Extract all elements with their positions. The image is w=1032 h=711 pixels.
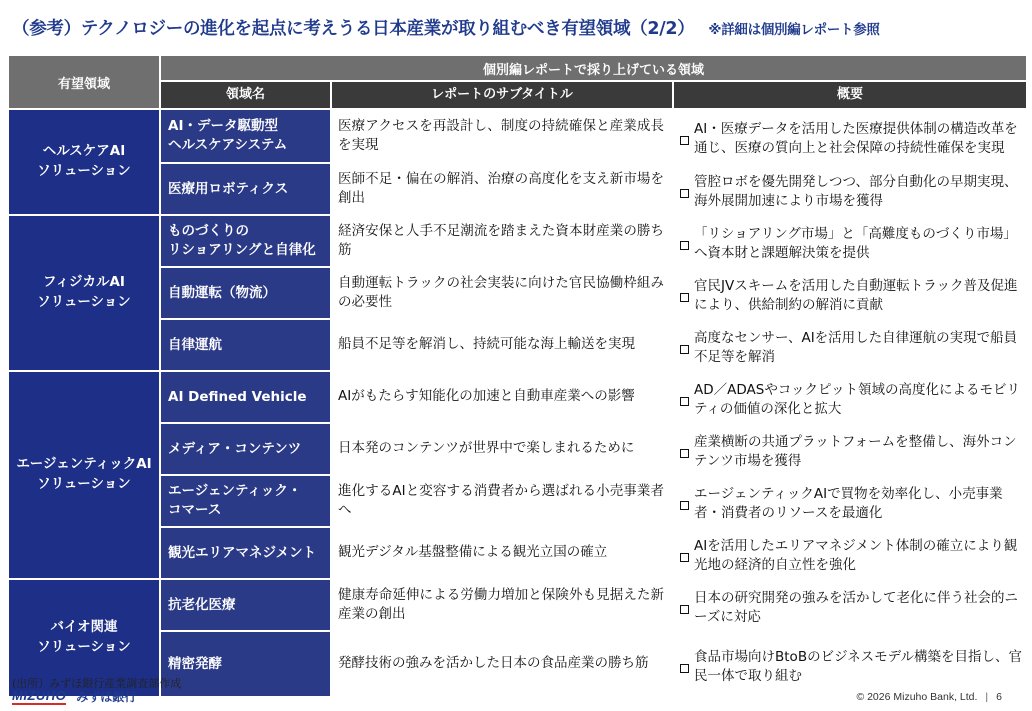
domain-cell: 自律運航 — [161, 320, 330, 370]
checkbox-square-icon — [680, 664, 689, 673]
domain-cell: 医療用ロボティクス — [161, 164, 330, 214]
subtitle-cell: 経済安保と人手不足潮流を踏まえた資本財産業の勝ち筋 — [332, 216, 672, 266]
header-subtitle: レポートのサブタイトル — [332, 82, 672, 108]
page-title-main: （参考）テクノロジーの進化を起点に考えうる日本産業が取り組むべき有望領域（2/2） — [12, 19, 695, 39]
checkbox-square-icon — [680, 449, 689, 458]
domain-cell: AI・データ駆動型 ヘルスケアシステム — [161, 110, 330, 162]
source-note: (出所）みずほ銀行産業調査部作成 — [12, 677, 182, 690]
subtitle-cell: AIがもたらす知能化の加速と自動車産業への影響 — [332, 372, 672, 422]
page-title — [12, 15, 1024, 40]
overview-cell: 官民JVスキームを活用した自動運転トラック普及促進により、供給制約の解消に貢献 — [674, 268, 1026, 318]
checkbox-square-icon — [680, 605, 689, 614]
header-domain: 領域名 — [161, 82, 330, 108]
overview-cell: AI・医療データを活用した医療提供体制の構造改革を通じ、医療の質向上と社会保障の持続性確保を実現 — [674, 110, 1026, 162]
overview-cell: AIを活用したエリアマネジメント体制の確立により観光地の経済的自立性を強化 — [674, 528, 1026, 578]
category-healthcare-ai: ヘルスケアAI ソリューション — [9, 110, 159, 214]
domain-cell: 自動運転（物流） — [161, 268, 330, 318]
overview-cell: エージェンティックAIで買物を効率化し、小売事業者・消費者のリソースを最適化 — [674, 476, 1026, 526]
domain-cell: 観光エリアマネジメント — [161, 528, 330, 578]
subtitle-cell: 船員不足等を解消し、持続可能な海上輸送を実現 — [332, 320, 672, 370]
header-overview: 概要 — [674, 82, 1026, 108]
copyright — [856, 691, 1002, 703]
checkbox-square-icon — [680, 501, 689, 510]
domain-cell: 抗老化医療 — [161, 580, 330, 630]
subtitle-cell: 日本発のコンテンツが世界中で楽しまれるために — [332, 424, 672, 474]
subtitle-cell: 発酵技術の強みを活かした日本の食品産業の勝ち筋 — [332, 632, 672, 696]
subtitle-cell: 自動運転トラックの社会実装に向けた官民協働枠組みの必要性 — [332, 268, 672, 318]
checkbox-square-icon — [680, 293, 689, 302]
separator: | — [985, 691, 989, 703]
subtitle-cell: 観光デジタル基盤整備による観光立国の確立 — [332, 528, 672, 578]
overview-cell: 産業横断の共通プラットフォームを整備し、海外コンテンツ市場を獲得 — [674, 424, 1026, 474]
domain-cell: メディア・コンテンツ — [161, 424, 330, 474]
category-bio: バイオ関連 ソリューション — [9, 580, 159, 696]
page-number: 6 — [996, 691, 1002, 703]
overview-cell: 高度なセンサー、AIを活用した自律運航の実現で船員不足等を解消 — [674, 320, 1026, 370]
checkbox-square-icon — [680, 397, 689, 406]
logo-jp: みずほ銀行 — [76, 690, 137, 704]
checkbox-square-icon — [680, 241, 689, 250]
overview-cell: 「リショアリング市場」と「高難度ものづくり市場」へ資本財と課題解決策を提供 — [674, 216, 1026, 266]
checkbox-square-icon — [680, 553, 689, 562]
domain-cell: ものづくりの リショアリングと自律化 — [161, 216, 330, 266]
header-group: 個別編レポートで採り上げている領域 — [161, 56, 1026, 80]
mizuho-logo — [12, 688, 136, 705]
category-physical-ai: フィジカルAI ソリューション — [9, 216, 159, 370]
category-agentic-ai: エージェンティックAI ソリューション — [9, 372, 159, 578]
overview-cell: 日本の研究開発の強みを活かして老化に伴う社会的ニーズに対応 — [674, 580, 1026, 630]
checkbox-square-icon — [680, 345, 689, 354]
checkbox-square-icon — [680, 189, 689, 198]
subtitle-cell: 健康寿命延伸による労働力増加と保険外も見据えた新産業の創出 — [332, 580, 672, 630]
domain-cell: 精密発酵 — [161, 632, 330, 696]
domain-cell: エージェンティック・ コマース — [161, 476, 330, 526]
subtitle-cell: 医師不足・偏在の解消、治療の高度化を支え新市場を創出 — [332, 164, 672, 214]
copyright-text: © 2026 Mizuho Bank, Ltd. — [856, 691, 978, 703]
page-title-note: ※詳細は個別編レポート参照 — [708, 22, 880, 38]
overview-cell: AD／ADASやコックピット領域の高度化によるモビリティの価値の深化と拡大 — [674, 372, 1026, 422]
subtitle-cell: 進化するAIと変容する消費者から選ばれる小売事業者へ — [332, 476, 672, 526]
overview-cell: 食品市場向けBtoBのビジネスモデル構築を目指し、官民一体で取り組む — [674, 632, 1026, 696]
checkbox-square-icon — [680, 136, 689, 145]
subtitle-cell: 医療アクセスを再設計し、制度の持続確保と産業成長を実現 — [332, 110, 672, 162]
domain-cell: AI Defined Vehicle — [161, 372, 330, 422]
overview-cell: 管腔ロボを優先開発しつつ、部分自動化の早期実現、海外展開加速により市場を獲得 — [674, 164, 1026, 214]
header-area: 有望領域 — [9, 56, 159, 108]
logo-en: MIZUHO — [12, 687, 67, 703]
